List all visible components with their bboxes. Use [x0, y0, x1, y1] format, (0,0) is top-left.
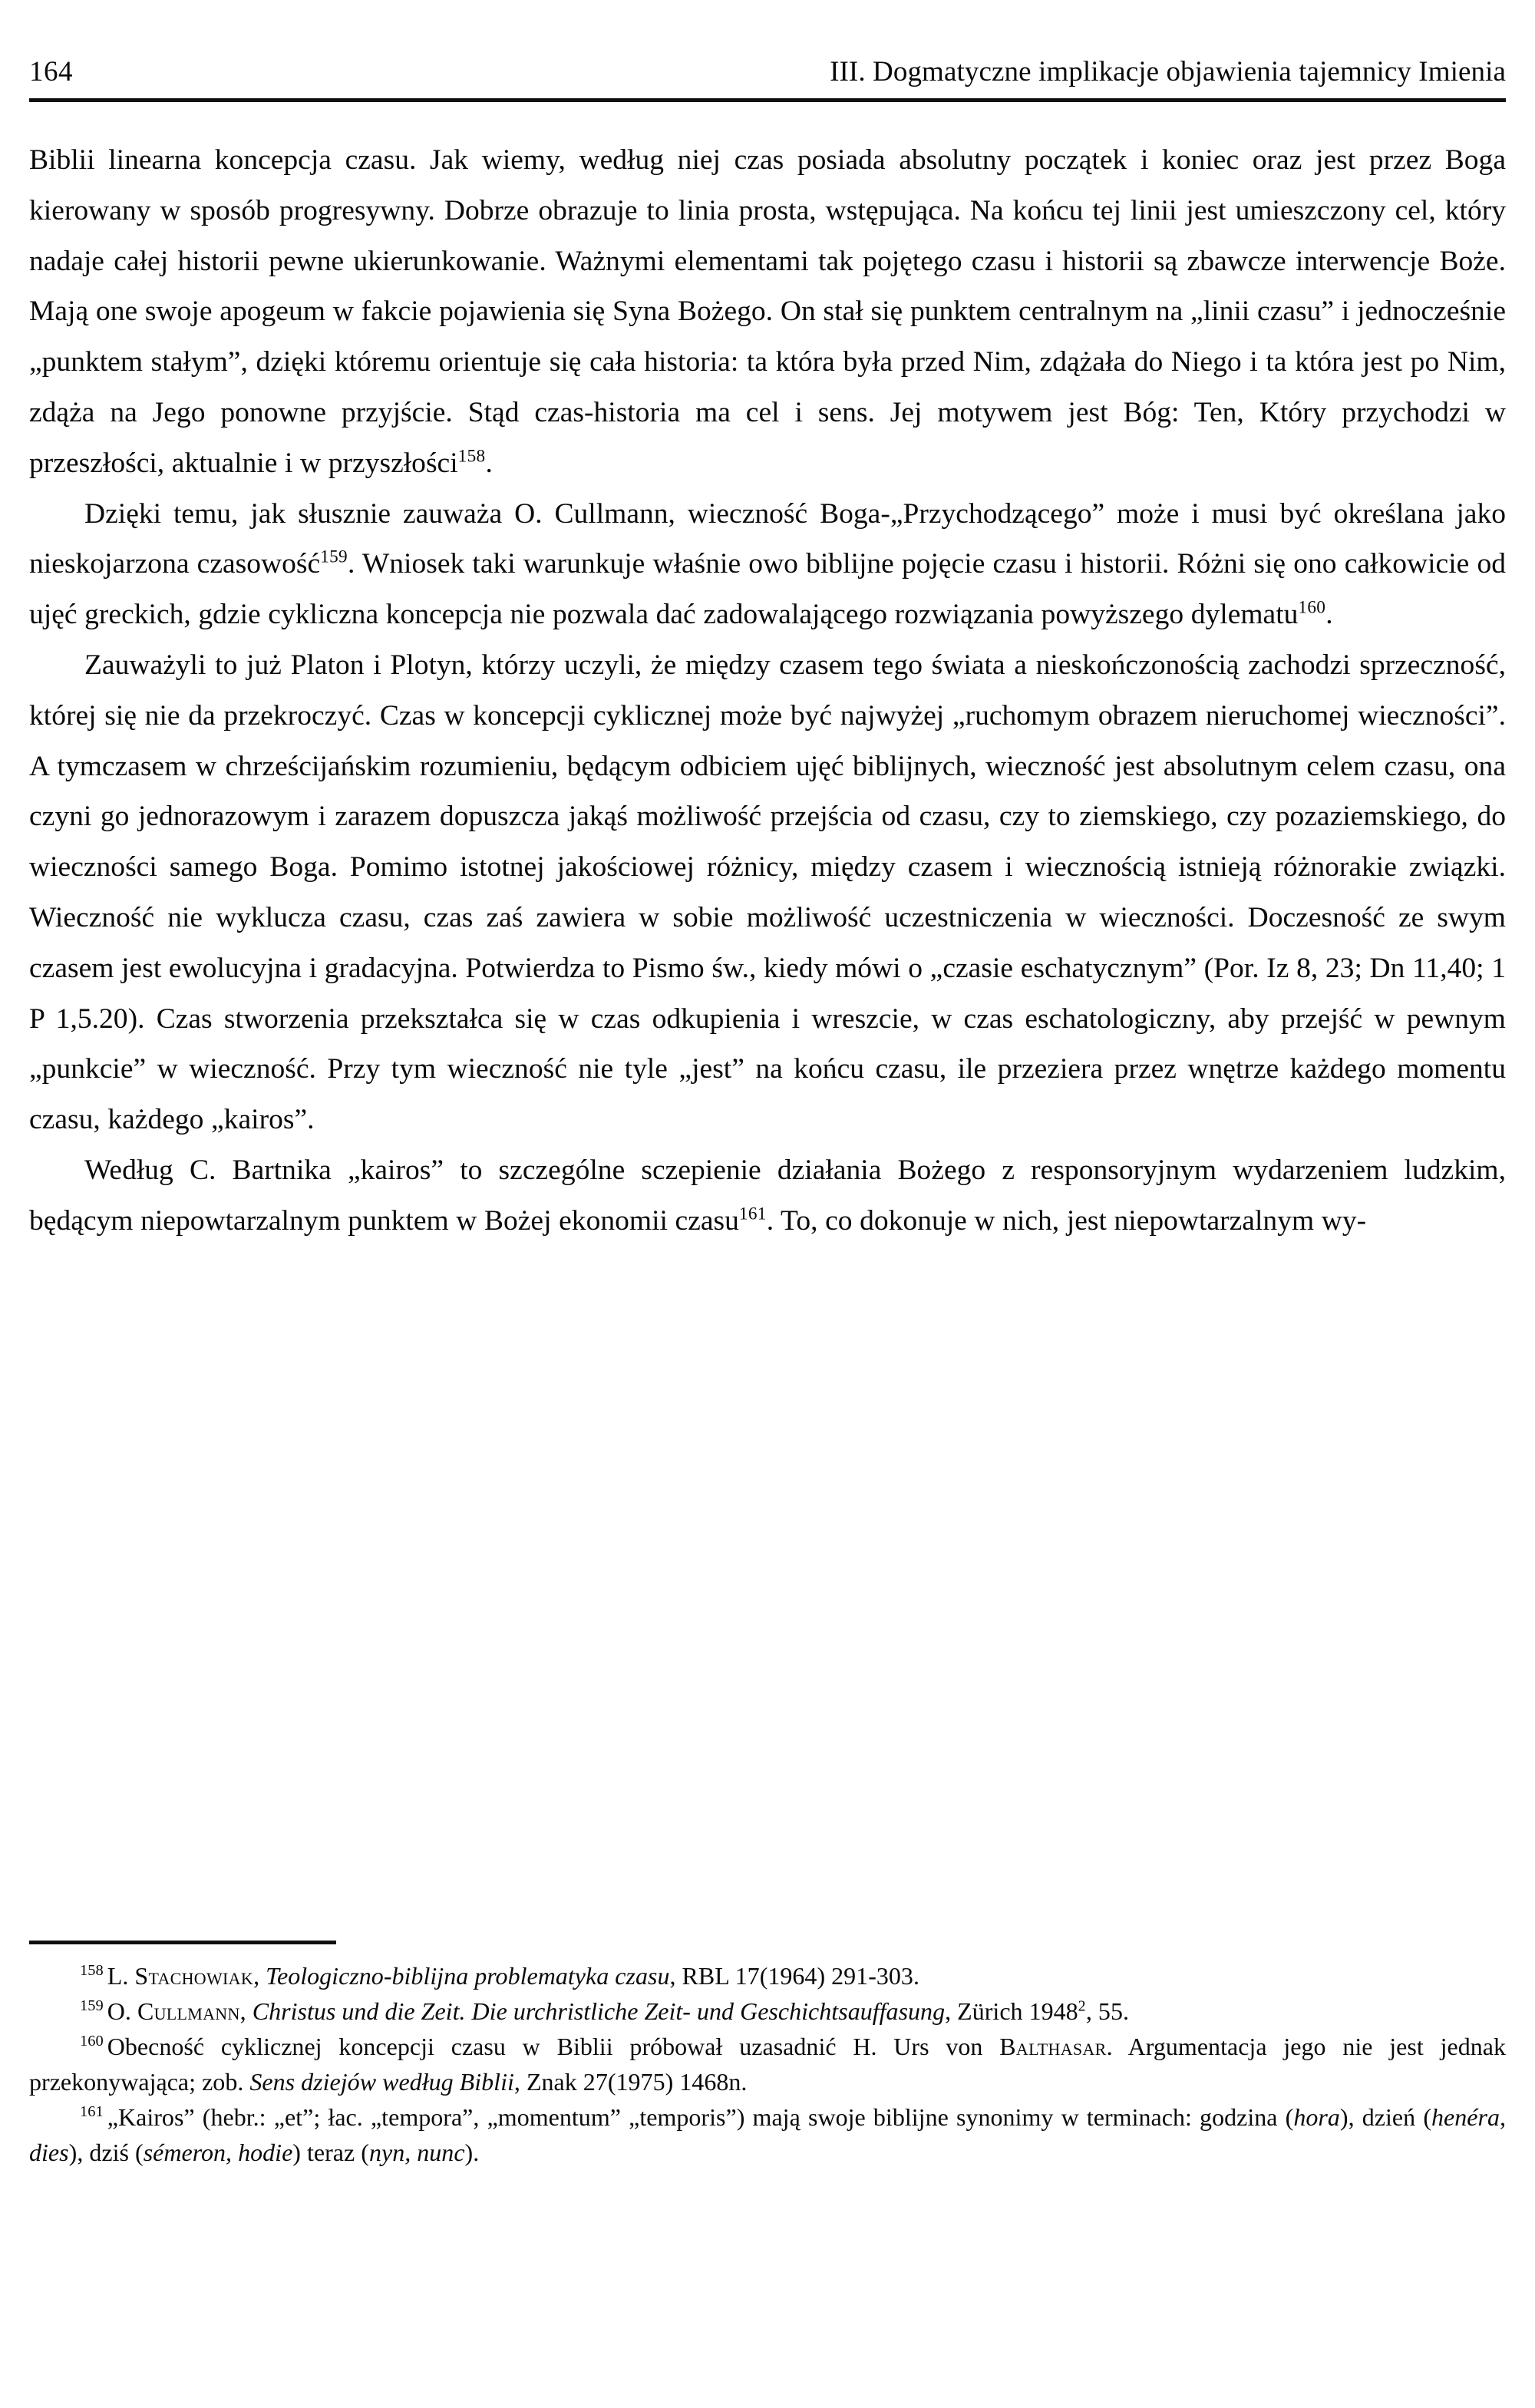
footnote-159-rest: , Zürich 1948 [945, 1997, 1078, 2025]
footnote-161-seg-5: ). [464, 2139, 480, 2166]
footnote-158-rest: , RBL 17(1964) 291-303. [669, 1962, 919, 1990]
footnote-159-rest-2: , 55. [1085, 1997, 1129, 2025]
paragraph-2-tail: . Wniosek taki warunkuje właśnie owo biblijne pojęcie czasu i historii. Różni się ono całkowicie od ujęć greckich, gdzie cykliczna koncepcja nie pozwala dać zadowalającego rozwiązania powyższego dylematu [29, 548, 1506, 631]
footnote-161-term-henera-dies: henéra, dies [29, 2103, 1506, 2166]
body-text-column [29, 135, 1506, 1247]
paragraph-4-text: Według C. Bartnika „kairos” to szczególne sczepienie działania Bożego z responsoryjnym wydarzeniem ludzkim, będącym niepowtarzalnym punktem w Bożej ekonomii czasu [29, 1154, 1506, 1237]
paragraph-1-tail: . [485, 447, 493, 479]
footnote-160-title: Sens dziejów według Biblii [249, 2068, 514, 2096]
footnote-158-sep: , [253, 1962, 266, 1990]
footnote-158-title: Teologiczno-biblijna problematyka czasu [266, 1962, 670, 1990]
paragraph-2-text: Dzięki temu, jak słusznie zauważa O. Cullmann, wieczność Boga-„Przychodzącego” może i musi być określana jako nieskojarzona czasowość [29, 497, 1506, 580]
footnote-number-161: 161 [80, 2103, 104, 2121]
footnote-160 [29, 2029, 1506, 2099]
page-header [29, 40, 1506, 88]
footnote-158-author-surname: Stachowiak [134, 1962, 254, 1990]
footnote-159-title: Christus und die Zeit. Die urchristliche Zeit- und Geschichtsauffasung [252, 1997, 946, 2025]
footnote-160-mid: . Argumentacja jego nie jest jednak przekonywająca; zob. [29, 2033, 1506, 2096]
footnote-161-term-nyn-nunc: nyn, nunc [368, 2139, 465, 2166]
footnote-160-pre: Obecność cyklicznej koncepcji czasu w Biblii próbował uzasadnić H. Urs von [107, 2033, 1000, 2060]
footnote-161-term-semeron-hodie: sémeron, hodie [143, 2139, 293, 2166]
paragraph-2 [29, 489, 1506, 640]
paragraph-1 [29, 135, 1506, 489]
footnote-159 [29, 1993, 1506, 2029]
footnote-158-author-initial: L. [107, 1962, 135, 1990]
running-head-title: III. Dogmatyczne implikacje objawienia tajemnicy Imienia [830, 56, 1506, 88]
footnote-161-seg-4: ) teraz ( [292, 2139, 369, 2166]
footnote-161-seg-3: ), dziś ( [68, 2139, 144, 2166]
footnote-159-author-surname: Cullmann [137, 1997, 240, 2025]
footnote-divider-rule [29, 1941, 336, 1944]
footnote-160-rest: , Znak 27(1975) 1468n. [513, 2068, 748, 2096]
footnote-ref-159[interactable]: 159 [320, 547, 348, 567]
footnote-number-158: 158 [80, 1962, 104, 1980]
footnote-158 [29, 1958, 1506, 1993]
footnote-159-edition-superscript: 2 [1078, 1997, 1086, 2015]
page-number: 164 [29, 56, 73, 88]
paragraph-2-tail-2: . [1325, 599, 1333, 631]
footnote-159-author-initial: O. [107, 1997, 137, 2025]
paragraph-3: Zauważyli to już Platon i Plotyn, którzy uczyli, że między czasem tego świata a nieskończonością zachodzi sprzeczność, której się nie da przekroczyć. Czas w koncepcji cyklicznej może być najwyżej „ruchomym obrazem nieruchomej wieczności”. A tymczasem w chrześcijańskim rozumieniu, będącym odbiciem ujęć biblijnych, wieczność jest absolutnym celem czasu, ona czyni go jednorazowym i zarazem dopuszcza jakąś możliwość przejścia od czasu, czy to ziemskiego, czy pozaziemskiego, do wieczności samego Boga. Pomimo istotnej jakościowej różnicy, między czasem i wiecznością istnieją różnorakie związki. Wieczność nie wyklucza czasu, czas zaś zawiera w sobie możliwość uczestniczenia w wieczności. Doczesność ze swym czasem jest ewolucyjna i gradacyjna. Potwierdza to Pismo św., kiedy mówi o „czasie eschatycznym” (Por. Iz 8, 23; Dn 11,40; 1 P 1,5.20). Czas stworzenia przekształca się w czas odkupienia i wreszcie, w czas eschatologiczny, aby przejść w pewnym „punkcie” w wieczność. Przy tym wieczność nie tyle „jest” na końcu czasu, ile przeziera przez wnętrze każdego momentu czasu, każdego „kairos”. [29, 649, 1506, 1136]
footnote-ref-158[interactable]: 158 [457, 446, 486, 467]
paragraph-1-text: Biblii linearna koncepcja czasu. Jak wiemy, według niej czas posiada absolutny początek i koniec oraz jest przez Boga kierowany w sposób progresywny. Dobrze obrazuje to linia prosta, wstępująca. Na końcu tej linii jest umieszczony cel, który nadaje całej historii pewne ukierunkowanie. Ważnymi elementami tak pojętego czasu i historii są zbawcze interwencje Boże. Mają one swoje apogeum w fakcie pojawienia się Syna Bożego. On stał się punktem centralnym na „linii czasu” i jednocześnie „punktem stałym”, dzięki któremu orientuje się cała historia: ta która była przed Nim, zdążała do Niego i ta która jest po Nim, zdąża na Jego ponowne przyjście. Stąd czas-historia ma cel i sens. Jej motywem jest Bóg: Ten, Który przychodzi w przeszłości, aktualnie i w przyszłości [29, 144, 1506, 479]
footnote-section [29, 1941, 1506, 2170]
footnote-159-sep: , [239, 1997, 253, 2025]
footnote-ref-161[interactable]: 161 [738, 1204, 767, 1224]
footnote-ref-160[interactable]: 160 [1298, 597, 1326, 618]
footnote-161-seg-2: ), dzień ( [1339, 2103, 1431, 2131]
header-divider-rule [29, 98, 1506, 102]
footnote-161-seg-1: „Kairos” (hebr.: „et”; łac. „tempora”, „momentum” „temporis”) mają swoje biblijne synonimy w terminach: godzina ( [107, 2103, 1294, 2131]
footnote-number-160: 160 [80, 2033, 104, 2050]
paragraph-4 [29, 1145, 1506, 1247]
footnote-161 [29, 2099, 1506, 2170]
footnote-161-term-hora: hora [1293, 2103, 1340, 2131]
footnote-160-name: Balthasar [999, 2033, 1107, 2060]
footnote-number-159: 159 [80, 1997, 104, 2015]
paragraph-4-tail: . To, co dokonuje w nich, jest niepowtarzalnym wy- [766, 1204, 1367, 1237]
